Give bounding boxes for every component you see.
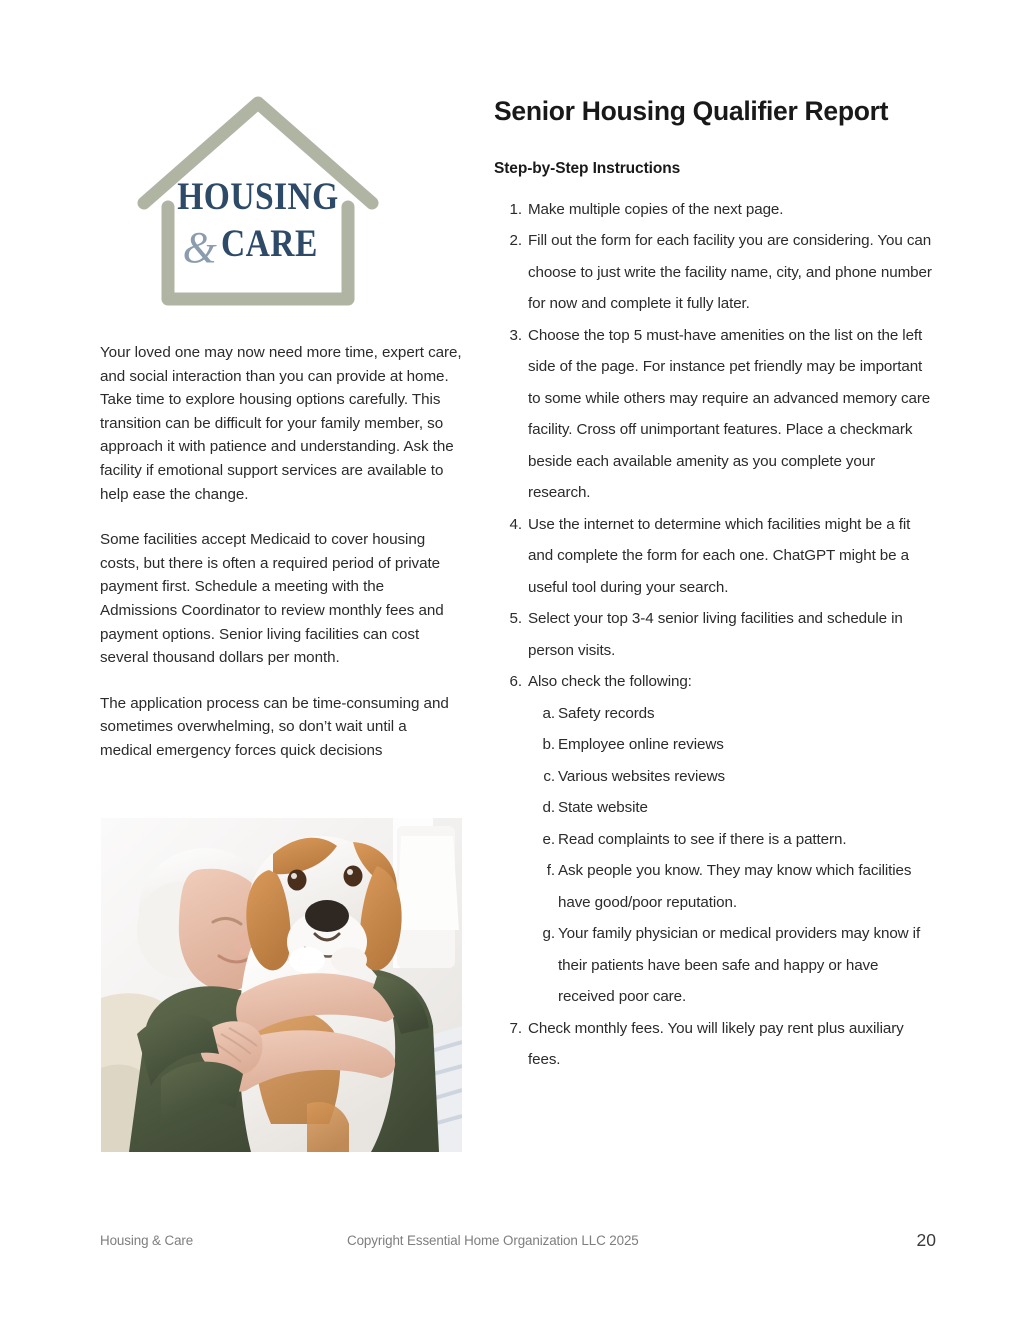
step-text: Use the internet to determine which facilities might be a fit and complete the form for each one. ChatGPT might be a useful tool during your search. — [528, 515, 911, 596]
left-body-copy — [100, 341, 462, 763]
paragraph-3: The application process can be time-consuming and sometimes overwhelming, so don’t wait until a medical emergency forces quick decisions — [100, 694, 449, 759]
page-title: Senior Housing Qualifier Report — [494, 96, 889, 126]
step-item — [526, 225, 936, 320]
footer-copyright: Copyright Essential Home Organization LLC 2025 — [347, 1233, 639, 1248]
paragraph-1: Your loved one may now need more time, expert care, and social interaction than you can provide at home. Take time to explore housing options carefully. This transition can be difficult for your family member, so approach it with patience and understanding. Ask the facility if emotional support services are available to help ease the change. — [100, 344, 462, 503]
step-item — [526, 509, 936, 604]
logo-care-word: CARE — [220, 222, 318, 265]
substep-item: State website — [558, 799, 648, 817]
right-column — [494, 96, 936, 1076]
substep-item: Ask people you know. They may know which facilities have good/poor reputation. — [558, 862, 912, 911]
step-text: Also check the following: — [528, 673, 692, 691]
step-item — [526, 603, 936, 666]
step-text: Check monthly fees. You will likely pay rent plus auxiliary fees. — [528, 1019, 904, 1069]
instruction-steps-list — [494, 194, 936, 1076]
logo-ampersand: & — [182, 223, 217, 272]
senior-with-dog-photo — [101, 818, 462, 1152]
step-item — [526, 194, 936, 226]
footer-brand: Housing & Care — [100, 1233, 194, 1248]
house-outline-icon — [128, 85, 388, 315]
step-item — [526, 1013, 936, 1076]
substep-item: Your family physician or medical providers may know if their patients have been safe and happy or have received poor care. — [558, 925, 921, 1006]
step-item — [526, 666, 936, 1013]
photo-illustration — [101, 818, 462, 1152]
substep-item: Employee online reviews — [558, 736, 724, 754]
substep-item: Safety records — [558, 704, 655, 722]
step-text: Make multiple copies of the next page. — [528, 200, 784, 218]
page-footer — [100, 1230, 936, 1257]
substep-item: Read complaints to see if there is a pattern. — [558, 830, 847, 848]
step-text: Fill out the form for each facility you are considering. You can choose to just write the facility name, city, and phone number for now and complete it fully later. — [528, 232, 932, 313]
substep-item: Various websites reviews — [558, 767, 725, 785]
step-text: Select your top 3-4 senior living facilities and schedule in person visits. — [528, 610, 903, 659]
housing-and-care-logo — [128, 85, 388, 315]
left-column — [100, 85, 462, 763]
step-text: Choose the top 5 must-have amenities on the list on the left side of the page. For instance pet friendly may be important to some while others may require an advanced memory care facility. Cross off unimportant features. Place a checkmark beside each available amenity as you complete your research. — [528, 326, 931, 502]
paragraph-2: Some facilities accept Medicaid to cover housing costs, but there is often a required period of private payment first. Schedule a meeting with the Admissions Coordinator to review monthly fees and payment options. Senior living facilities can cost several thousand dollars per month. — [100, 531, 444, 667]
step-item — [526, 320, 936, 509]
substeps-list — [528, 698, 936, 1013]
section-heading-instructions: Step-by-Step Instructions — [494, 159, 681, 177]
logo-line-housing: HOUSING — [177, 175, 339, 218]
page-number: 20 — [916, 1230, 936, 1250]
